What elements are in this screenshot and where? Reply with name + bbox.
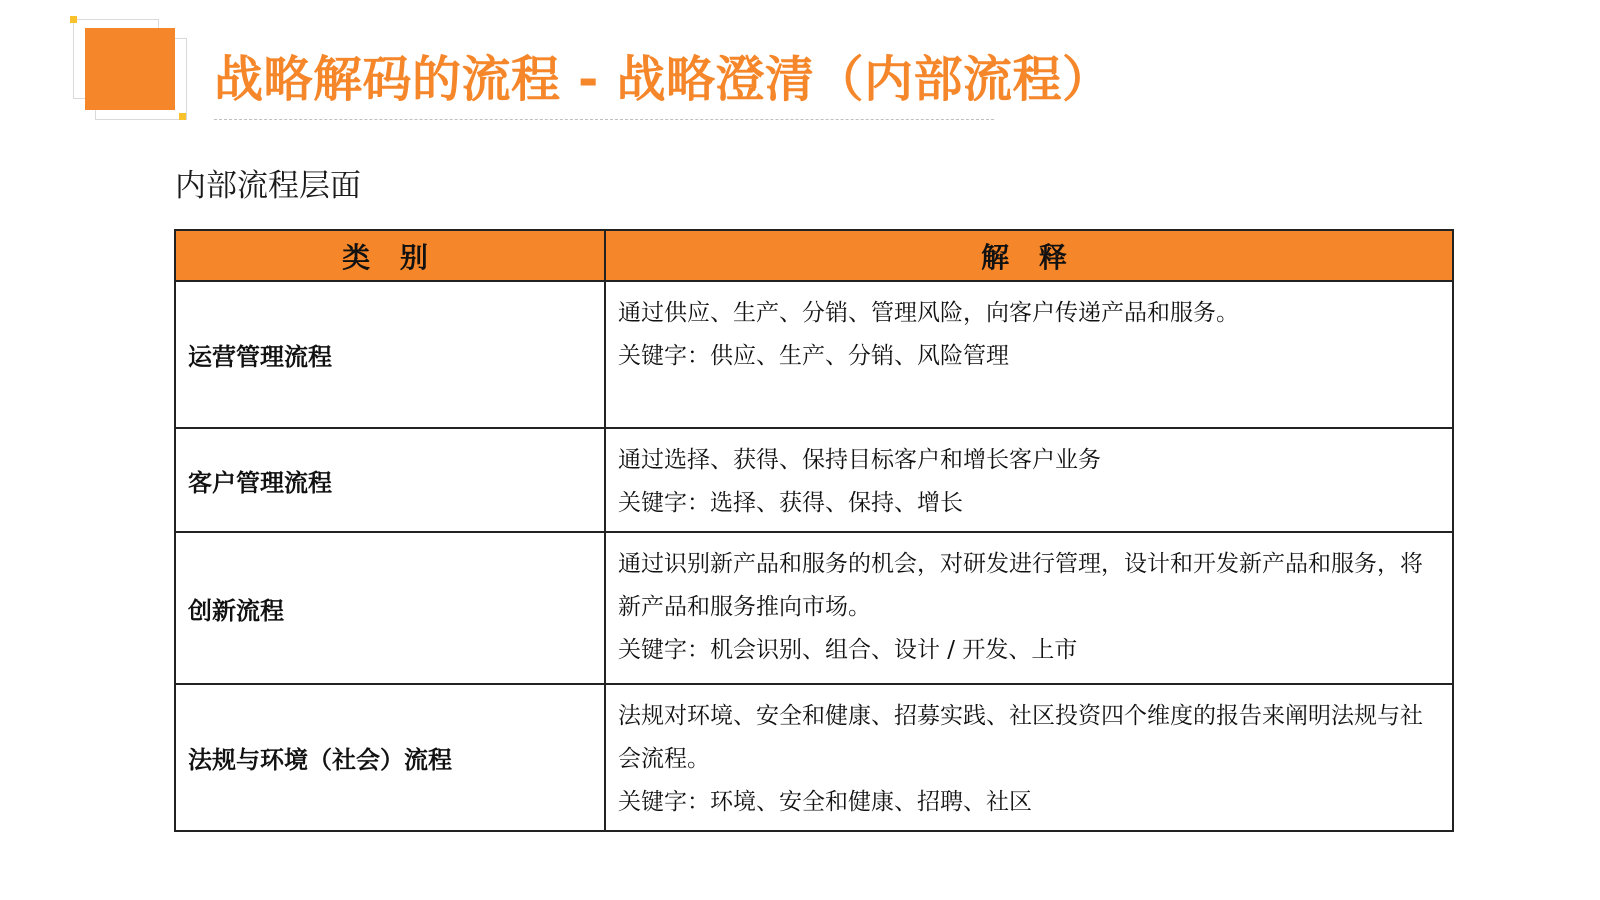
keywords-text: 关键字：机会识别、组合、设计 / 开发、上市 bbox=[618, 637, 1078, 663]
keywords-text: 关键字：选择、获得、保持、增长 bbox=[618, 490, 963, 516]
logo-dot bbox=[70, 16, 77, 23]
row-explanation bbox=[605, 532, 1453, 684]
row-category: 法规与环境（社会）流程 bbox=[175, 684, 605, 831]
table-row bbox=[175, 428, 1453, 532]
row-category: 运营管理流程 bbox=[175, 281, 605, 428]
row-explanation bbox=[605, 684, 1453, 831]
keywords-text: 关键字：环境、安全和健康、招聘、社区 bbox=[618, 789, 1032, 815]
section-subtitle: 内部流程层面 bbox=[175, 168, 361, 204]
header-category: 类 别 bbox=[175, 230, 605, 281]
table-row bbox=[175, 532, 1453, 684]
row-explanation bbox=[605, 281, 1453, 428]
row-explanation bbox=[605, 428, 1453, 532]
keywords-text: 关键字：供应、生产、分销、风险管理 bbox=[618, 343, 1009, 369]
row-category: 客户管理流程 bbox=[175, 428, 605, 532]
slide-title: 战略解码的流程 - 战略澄清（内部流程） bbox=[214, 51, 1112, 108]
table-header-row bbox=[175, 230, 1453, 281]
table-row bbox=[175, 684, 1453, 831]
row-category: 创新流程 bbox=[175, 532, 605, 684]
explanation-text: 通过识别新产品和服务的机会，对研发进行管理，设计和开发新产品和服务，将新产品和服务推向市场。 bbox=[618, 551, 1423, 620]
process-table bbox=[174, 229, 1454, 832]
table-row bbox=[175, 281, 1453, 428]
logo-dot bbox=[179, 113, 186, 120]
explanation-text: 法规对环境、安全和健康、招募实践、社区投资四个维度的报告来阐明法规与社会流程。 bbox=[618, 703, 1423, 772]
explanation-text: 通过供应、生产、分销、管理风险，向客户传递产品和服务。 bbox=[618, 300, 1239, 326]
header-explanation: 解 释 bbox=[605, 230, 1453, 281]
title-divider bbox=[214, 119, 994, 120]
logo-square bbox=[85, 28, 175, 110]
explanation-text: 通过选择、获得、保持目标客户和增长客户业务 bbox=[618, 447, 1101, 473]
